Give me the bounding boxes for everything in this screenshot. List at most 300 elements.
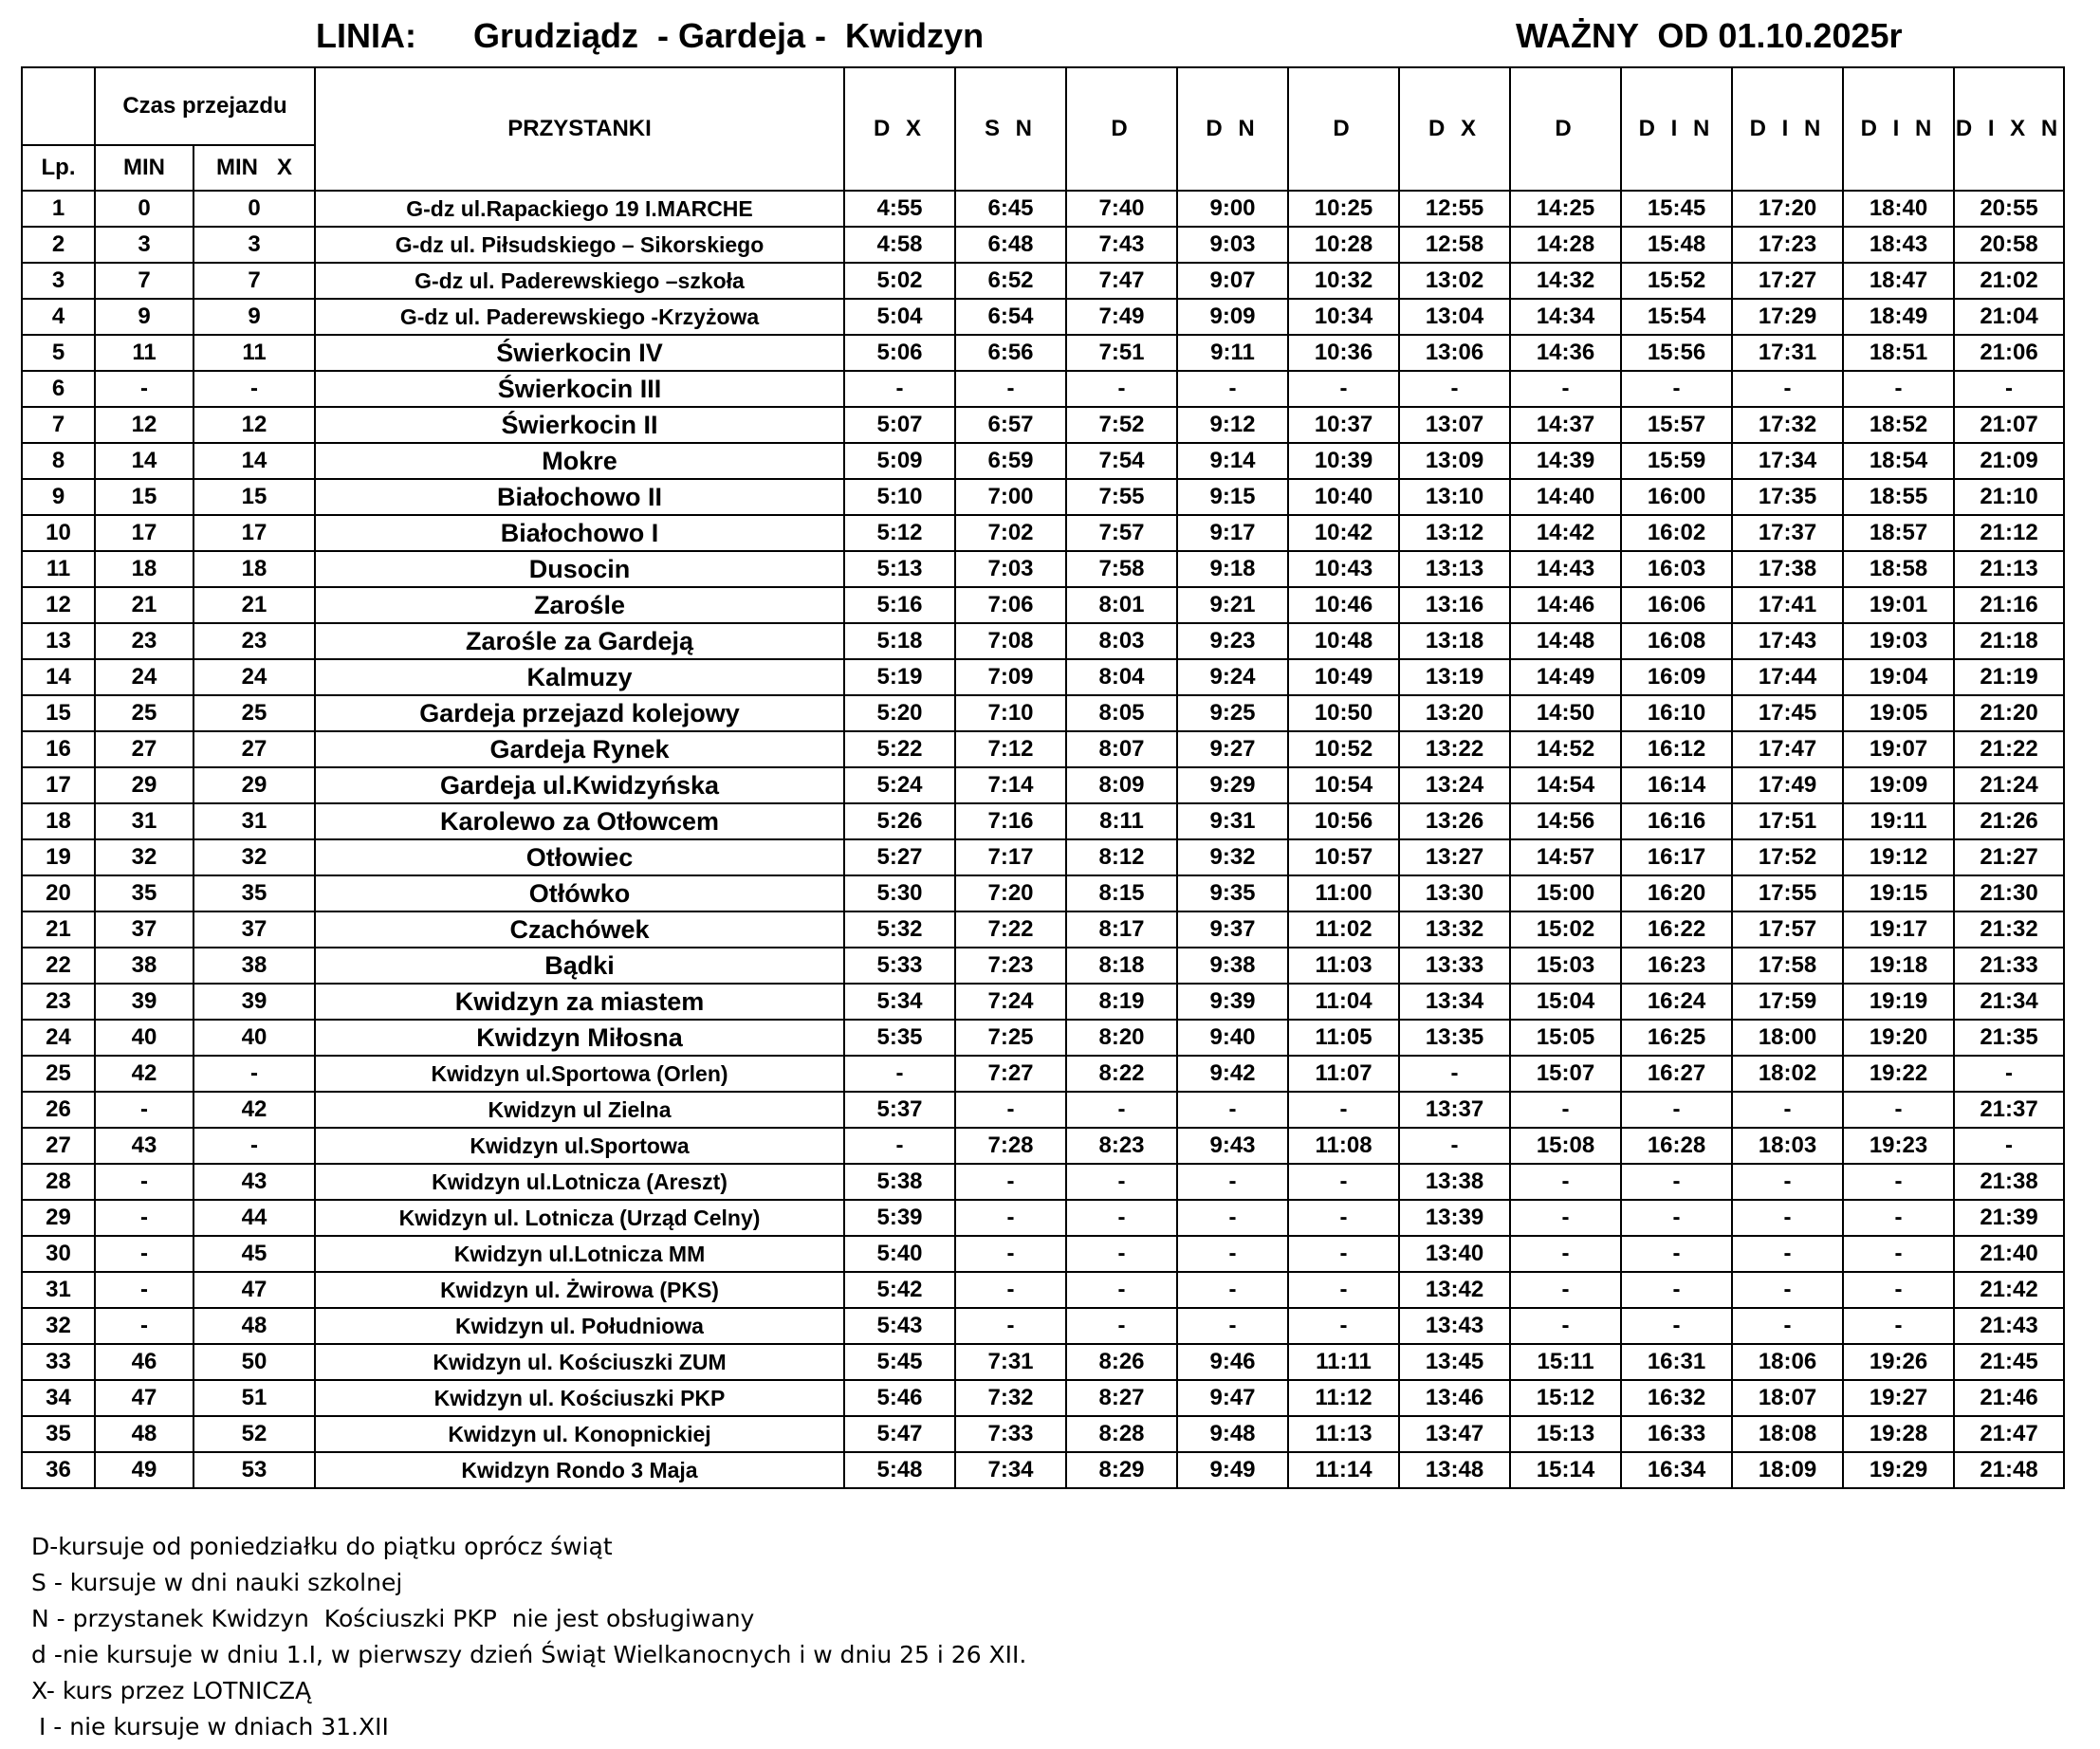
travel-min-x: 42: [193, 1092, 315, 1128]
travel-min-x: 50: [193, 1344, 315, 1380]
travel-min-x: 48: [193, 1308, 315, 1344]
row-number: 21: [22, 911, 95, 948]
departure-time: 21:07: [1954, 407, 2064, 443]
departure-time: 7:28: [955, 1128, 1066, 1164]
departure-time: -: [844, 1128, 955, 1164]
departure-time: 16:24: [1621, 984, 1732, 1020]
departure-time: 7:17: [955, 839, 1066, 875]
departure-time: -: [1732, 1092, 1843, 1128]
header-service-7: D: [1510, 67, 1621, 191]
departure-time: 9:09: [1177, 299, 1288, 335]
departure-time: 10:43: [1288, 551, 1399, 587]
departure-time: 5:43: [844, 1308, 955, 1344]
departure-time: 15:45: [1621, 191, 1732, 227]
row-number: 28: [22, 1164, 95, 1200]
departure-time: -: [1843, 1200, 1954, 1236]
row-number: 29: [22, 1200, 95, 1236]
departure-time: 21:34: [1954, 984, 2064, 1020]
travel-min-x: 12: [193, 407, 315, 443]
departure-time: 16:14: [1621, 767, 1732, 803]
departure-time: 14:49: [1510, 659, 1621, 695]
travel-min-x: 15: [193, 479, 315, 515]
departure-time: 14:48: [1510, 623, 1621, 659]
departure-time: 10:40: [1288, 479, 1399, 515]
travel-min: 18: [95, 551, 193, 587]
line-title: LINIA: Grudziądz - Gardeja - Kwidzyn: [316, 16, 985, 55]
travel-min: 21: [95, 587, 193, 623]
travel-min-x: 23: [193, 623, 315, 659]
departure-time: 7:47: [1066, 263, 1177, 299]
departure-time: -: [1066, 1092, 1177, 1128]
departure-time: -: [1732, 371, 1843, 407]
departure-time: 14:52: [1510, 731, 1621, 767]
departure-time: 7:20: [955, 875, 1066, 911]
travel-min-x: 47: [193, 1272, 315, 1308]
departure-time: 9:31: [1177, 803, 1288, 839]
departure-time: 14:57: [1510, 839, 1621, 875]
row-number: 17: [22, 767, 95, 803]
departure-time: 8:20: [1066, 1020, 1177, 1056]
table-row: [22, 407, 2064, 443]
departure-time: 21:22: [1954, 731, 2064, 767]
departure-time: -: [1732, 1164, 1843, 1200]
departure-time: 16:33: [1621, 1416, 1732, 1452]
departure-time: 21:06: [1954, 335, 2064, 371]
departure-time: 16:03: [1621, 551, 1732, 587]
departure-time: 19:11: [1843, 803, 1954, 839]
departure-time: -: [1954, 1056, 2064, 1092]
departure-time: 21:46: [1954, 1380, 2064, 1416]
travel-min: 35: [95, 875, 193, 911]
departure-time: 8:15: [1066, 875, 1177, 911]
travel-min: 32: [95, 839, 193, 875]
header-service-9: D I N: [1732, 67, 1843, 191]
table-row: [22, 623, 2064, 659]
departure-time: 19:26: [1843, 1344, 1954, 1380]
departure-time: 8:22: [1066, 1056, 1177, 1092]
table-row: [22, 839, 2064, 875]
travel-min-x: 53: [193, 1452, 315, 1488]
table-row: [22, 695, 2064, 731]
departure-time: 17:35: [1732, 479, 1843, 515]
stop-name: Gardeja przejazd kolejowy: [315, 695, 844, 731]
travel-min: 29: [95, 767, 193, 803]
departure-time: 10:54: [1288, 767, 1399, 803]
departure-time: 13:06: [1399, 335, 1510, 371]
departure-time: 9:03: [1177, 227, 1288, 263]
departure-time: 19:03: [1843, 623, 1954, 659]
stop-name: Czachówek: [315, 911, 844, 948]
row-number: 22: [22, 948, 95, 984]
stop-name: Świerkocin IV: [315, 335, 844, 371]
departure-time: 13:16: [1399, 587, 1510, 623]
departure-time: 7:12: [955, 731, 1066, 767]
departure-time: 9:38: [1177, 948, 1288, 984]
departure-time: -: [1288, 1236, 1399, 1272]
travel-min: 42: [95, 1056, 193, 1092]
travel-min: 12: [95, 407, 193, 443]
departure-time: 14:46: [1510, 587, 1621, 623]
travel-min-x: 0: [193, 191, 315, 227]
departure-time: 21:16: [1954, 587, 2064, 623]
departure-time: 15:05: [1510, 1020, 1621, 1056]
travel-min-x: 7: [193, 263, 315, 299]
row-number: 36: [22, 1452, 95, 1488]
row-number: 2: [22, 227, 95, 263]
stop-name: Kwidzyn ul. Lotnicza (Urząd Celny): [315, 1200, 844, 1236]
departure-time: -: [1621, 1272, 1732, 1308]
table-row: [22, 1092, 2064, 1128]
departure-time: -: [1621, 1308, 1732, 1344]
departure-time: -: [1843, 1272, 1954, 1308]
header-service-11: D I X N: [1954, 67, 2064, 191]
row-number: 9: [22, 479, 95, 515]
travel-min: 39: [95, 984, 193, 1020]
departure-time: 8:26: [1066, 1344, 1177, 1380]
departure-time: 9:15: [1177, 479, 1288, 515]
travel-min: 9: [95, 299, 193, 335]
departure-time: -: [1288, 1200, 1399, 1236]
departure-time: 5:12: [844, 515, 955, 551]
stop-name: Kwidzyn ul.Lotnicza (Areszt): [315, 1164, 844, 1200]
departure-time: 17:52: [1732, 839, 1843, 875]
departure-time: 17:45: [1732, 695, 1843, 731]
departure-time: 9:07: [1177, 263, 1288, 299]
row-number: 34: [22, 1380, 95, 1416]
departure-time: 10:56: [1288, 803, 1399, 839]
departure-time: 8:19: [1066, 984, 1177, 1020]
departure-time: 7:03: [955, 551, 1066, 587]
table-row: [22, 1020, 2064, 1056]
departure-time: 5:10: [844, 479, 955, 515]
departure-time: 15:13: [1510, 1416, 1621, 1452]
departure-time: 8:07: [1066, 731, 1177, 767]
travel-min-x: 29: [193, 767, 315, 803]
departure-time: 21:37: [1954, 1092, 2064, 1128]
departure-time: 9:46: [1177, 1344, 1288, 1380]
departure-time: -: [1177, 1092, 1288, 1128]
stop-name: Karolewo za Otłowcem: [315, 803, 844, 839]
departure-time: 17:20: [1732, 191, 1843, 227]
departure-time: 18:54: [1843, 443, 1954, 479]
departure-time: 19:27: [1843, 1380, 1954, 1416]
header-stops: PRZYSTANKI: [315, 67, 844, 191]
travel-min: -: [95, 1272, 193, 1308]
departure-time: 9:12: [1177, 407, 1288, 443]
departure-time: 10:49: [1288, 659, 1399, 695]
departure-time: -: [1177, 1164, 1288, 1200]
departure-time: 14:25: [1510, 191, 1621, 227]
travel-min-x: 31: [193, 803, 315, 839]
departure-time: 17:41: [1732, 587, 1843, 623]
table-row: [22, 984, 2064, 1020]
row-number: 6: [22, 371, 95, 407]
stop-name: Kwidzyn ul. Żwirowa (PKS): [315, 1272, 844, 1308]
departure-time: 10:48: [1288, 623, 1399, 659]
departure-time: 8:23: [1066, 1128, 1177, 1164]
travel-min-x: -: [193, 371, 315, 407]
departure-time: 7:32: [955, 1380, 1066, 1416]
departure-time: 6:59: [955, 443, 1066, 479]
departure-time: 19:22: [1843, 1056, 1954, 1092]
table-row: [22, 371, 2064, 407]
departure-time: 11:13: [1288, 1416, 1399, 1452]
departure-time: -: [1843, 1236, 1954, 1272]
travel-min-x: 25: [193, 695, 315, 731]
travel-min: -: [95, 1200, 193, 1236]
departure-time: 16:17: [1621, 839, 1732, 875]
departure-time: 13:42: [1399, 1272, 1510, 1308]
departure-time: 17:58: [1732, 948, 1843, 984]
departure-time: -: [844, 371, 955, 407]
travel-min: 3: [95, 227, 193, 263]
departure-time: 14:36: [1510, 335, 1621, 371]
table-row: [22, 803, 2064, 839]
departure-time: 17:44: [1732, 659, 1843, 695]
departure-time: 18:09: [1732, 1452, 1843, 1488]
stop-name: Kwidzyn ul Zielna: [315, 1092, 844, 1128]
departure-time: 15:56: [1621, 335, 1732, 371]
departure-time: 6:57: [955, 407, 1066, 443]
departure-time: 9:29: [1177, 767, 1288, 803]
departure-time: -: [1732, 1308, 1843, 1344]
stop-name: Świerkocin III: [315, 371, 844, 407]
departure-time: 7:33: [955, 1416, 1066, 1452]
departure-time: 5:48: [844, 1452, 955, 1488]
departure-time: 13:47: [1399, 1416, 1510, 1452]
stop-name: G-dz ul.Rapackiego 19 I.MARCHE: [315, 191, 844, 227]
departure-time: 13:30: [1399, 875, 1510, 911]
departure-time: 14:42: [1510, 515, 1621, 551]
stop-name: G-dz ul. Paderewskiego -Krzyżowa: [315, 299, 844, 335]
departure-time: 10:32: [1288, 263, 1399, 299]
stop-name: G-dz ul. Paderewskiego –szkoła: [315, 263, 844, 299]
departure-time: 11:08: [1288, 1128, 1399, 1164]
departure-time: 15:08: [1510, 1128, 1621, 1164]
departure-time: 14:50: [1510, 695, 1621, 731]
departure-time: 7:25: [955, 1020, 1066, 1056]
header-service-5: D: [1288, 67, 1399, 191]
departure-time: 19:29: [1843, 1452, 1954, 1488]
departure-time: 7:51: [1066, 335, 1177, 371]
departure-time: -: [1288, 1272, 1399, 1308]
departure-time: 9:35: [1177, 875, 1288, 911]
departure-time: 18:00: [1732, 1020, 1843, 1056]
departure-time: 13:39: [1399, 1200, 1510, 1236]
stop-name: Kalmuzy: [315, 659, 844, 695]
stop-name: Białochowo I: [315, 515, 844, 551]
stop-name: Kwidzyn ul. Konopnickiej: [315, 1416, 844, 1452]
travel-min: 43: [95, 1128, 193, 1164]
departure-time: 5:33: [844, 948, 955, 984]
departure-time: 21:27: [1954, 839, 2064, 875]
departure-time: 21:40: [1954, 1236, 2064, 1272]
travel-min: 25: [95, 695, 193, 731]
departure-time: 16:22: [1621, 911, 1732, 948]
departure-time: 7:54: [1066, 443, 1177, 479]
departure-time: -: [1288, 1164, 1399, 1200]
departure-time: 14:39: [1510, 443, 1621, 479]
departure-time: 5:42: [844, 1272, 955, 1308]
departure-time: 18:43: [1843, 227, 1954, 263]
row-number: 14: [22, 659, 95, 695]
departure-time: 21:30: [1954, 875, 2064, 911]
departure-time: -: [1288, 371, 1399, 407]
row-number: 33: [22, 1344, 95, 1380]
departure-time: 15:14: [1510, 1452, 1621, 1488]
travel-min-x: 44: [193, 1200, 315, 1236]
travel-min-x: 11: [193, 335, 315, 371]
departure-time: 21:20: [1954, 695, 2064, 731]
departure-time: -: [1732, 1200, 1843, 1236]
departure-time: 9:18: [1177, 551, 1288, 587]
departure-time: 13:46: [1399, 1380, 1510, 1416]
travel-min: 48: [95, 1416, 193, 1452]
departure-time: 15:57: [1621, 407, 1732, 443]
departure-time: 21:10: [1954, 479, 2064, 515]
departure-time: 10:37: [1288, 407, 1399, 443]
departure-time: 19:07: [1843, 731, 1954, 767]
departure-time: -: [1510, 371, 1621, 407]
stop-name: Kwidzyn ul.Lotnicza MM: [315, 1236, 844, 1272]
departure-time: 7:14: [955, 767, 1066, 803]
departure-time: -: [1843, 1092, 1954, 1128]
departure-time: 7:58: [1066, 551, 1177, 587]
departure-time: 5:35: [844, 1020, 955, 1056]
row-number: 10: [22, 515, 95, 551]
departure-time: 6:45: [955, 191, 1066, 227]
departure-time: 13:18: [1399, 623, 1510, 659]
departure-time: 8:03: [1066, 623, 1177, 659]
departure-time: 7:22: [955, 911, 1066, 948]
departure-time: 16:02: [1621, 515, 1732, 551]
departure-time: 15:12: [1510, 1380, 1621, 1416]
table-row: [22, 299, 2064, 335]
departure-time: 11:05: [1288, 1020, 1399, 1056]
departure-time: 21:02: [1954, 263, 2064, 299]
departure-time: 18:49: [1843, 299, 1954, 335]
departure-time: 15:04: [1510, 984, 1621, 1020]
table-row: [22, 875, 2064, 911]
departure-time: 17:47: [1732, 731, 1843, 767]
travel-min-x: 21: [193, 587, 315, 623]
departure-time: 21:26: [1954, 803, 2064, 839]
departure-time: 9:32: [1177, 839, 1288, 875]
departure-time: 5:09: [844, 443, 955, 479]
departure-time: 21:39: [1954, 1200, 2064, 1236]
departure-time: 21:18: [1954, 623, 2064, 659]
departure-time: 15:48: [1621, 227, 1732, 263]
departure-time: 14:32: [1510, 263, 1621, 299]
departure-time: 7:49: [1066, 299, 1177, 335]
table-row: [22, 1128, 2064, 1164]
departure-time: -: [1510, 1164, 1621, 1200]
departure-time: 16:16: [1621, 803, 1732, 839]
departure-time: 14:43: [1510, 551, 1621, 587]
travel-min-x: 14: [193, 443, 315, 479]
departure-time: 16:09: [1621, 659, 1732, 695]
departure-time: 15:52: [1621, 263, 1732, 299]
stop-name: G-dz ul. Piłsudskiego – Sikorskiego: [315, 227, 844, 263]
header-min: MIN: [95, 145, 193, 191]
departure-time: -: [1399, 1128, 1510, 1164]
departure-time: 7:09: [955, 659, 1066, 695]
departure-time: 13:12: [1399, 515, 1510, 551]
departure-time: 10:42: [1288, 515, 1399, 551]
departure-time: 8:04: [1066, 659, 1177, 695]
departure-time: 9:00: [1177, 191, 1288, 227]
departure-time: 8:17: [1066, 911, 1177, 948]
departure-time: 11:03: [1288, 948, 1399, 984]
departure-time: 15:07: [1510, 1056, 1621, 1092]
departure-time: 15:11: [1510, 1344, 1621, 1380]
departure-time: 19:15: [1843, 875, 1954, 911]
departure-time: 16:34: [1621, 1452, 1732, 1488]
travel-min-x: 24: [193, 659, 315, 695]
departure-time: 19:20: [1843, 1020, 1954, 1056]
departure-time: 10:36: [1288, 335, 1399, 371]
departure-time: 8:18: [1066, 948, 1177, 984]
departure-time: 17:34: [1732, 443, 1843, 479]
departure-time: 20:58: [1954, 227, 2064, 263]
departure-time: 18:06: [1732, 1344, 1843, 1380]
departure-time: -: [1066, 1236, 1177, 1272]
row-number: 3: [22, 263, 95, 299]
header-service-10: D I N: [1843, 67, 1954, 191]
stop-name: Kwidzyn za miastem: [315, 984, 844, 1020]
table-row: [22, 443, 2064, 479]
departure-time: 7:55: [1066, 479, 1177, 515]
table-row: [22, 1200, 2064, 1236]
stop-name: Kwidzyn Miłosna: [315, 1020, 844, 1056]
departure-time: 9:37: [1177, 911, 1288, 948]
departure-time: 5:19: [844, 659, 955, 695]
departure-time: 17:57: [1732, 911, 1843, 948]
departure-time: 14:37: [1510, 407, 1621, 443]
departure-time: 9:17: [1177, 515, 1288, 551]
row-number: 7: [22, 407, 95, 443]
travel-min-x: 38: [193, 948, 315, 984]
departure-time: 10:46: [1288, 587, 1399, 623]
departure-time: 14:56: [1510, 803, 1621, 839]
departure-time: 9:42: [1177, 1056, 1288, 1092]
departure-time: 16:25: [1621, 1020, 1732, 1056]
departure-time: -: [1066, 1272, 1177, 1308]
departure-time: 15:00: [1510, 875, 1621, 911]
travel-min-x: 3: [193, 227, 315, 263]
departure-time: -: [1510, 1092, 1621, 1128]
footnote-n: N - przystanek Kwidzyn Kościuszki PKP nie jest obsługiwany: [31, 1605, 755, 1632]
departure-time: 17:23: [1732, 227, 1843, 263]
header-service-3: D: [1066, 67, 1177, 191]
departure-time: 5:47: [844, 1416, 955, 1452]
row-number: 8: [22, 443, 95, 479]
departure-time: 6:52: [955, 263, 1066, 299]
departure-time: 19:18: [1843, 948, 1954, 984]
departure-time: -: [1066, 371, 1177, 407]
departure-time: 17:55: [1732, 875, 1843, 911]
departure-time: 13:02: [1399, 263, 1510, 299]
departure-time: 13:26: [1399, 803, 1510, 839]
row-number: 18: [22, 803, 95, 839]
stop-name: Białochowo II: [315, 479, 844, 515]
departure-time: 17:29: [1732, 299, 1843, 335]
departure-time: 7:08: [955, 623, 1066, 659]
header-service-4: D N: [1177, 67, 1288, 191]
departure-time: 21:04: [1954, 299, 2064, 335]
departure-time: 6:48: [955, 227, 1066, 263]
departure-time: -: [1621, 1164, 1732, 1200]
